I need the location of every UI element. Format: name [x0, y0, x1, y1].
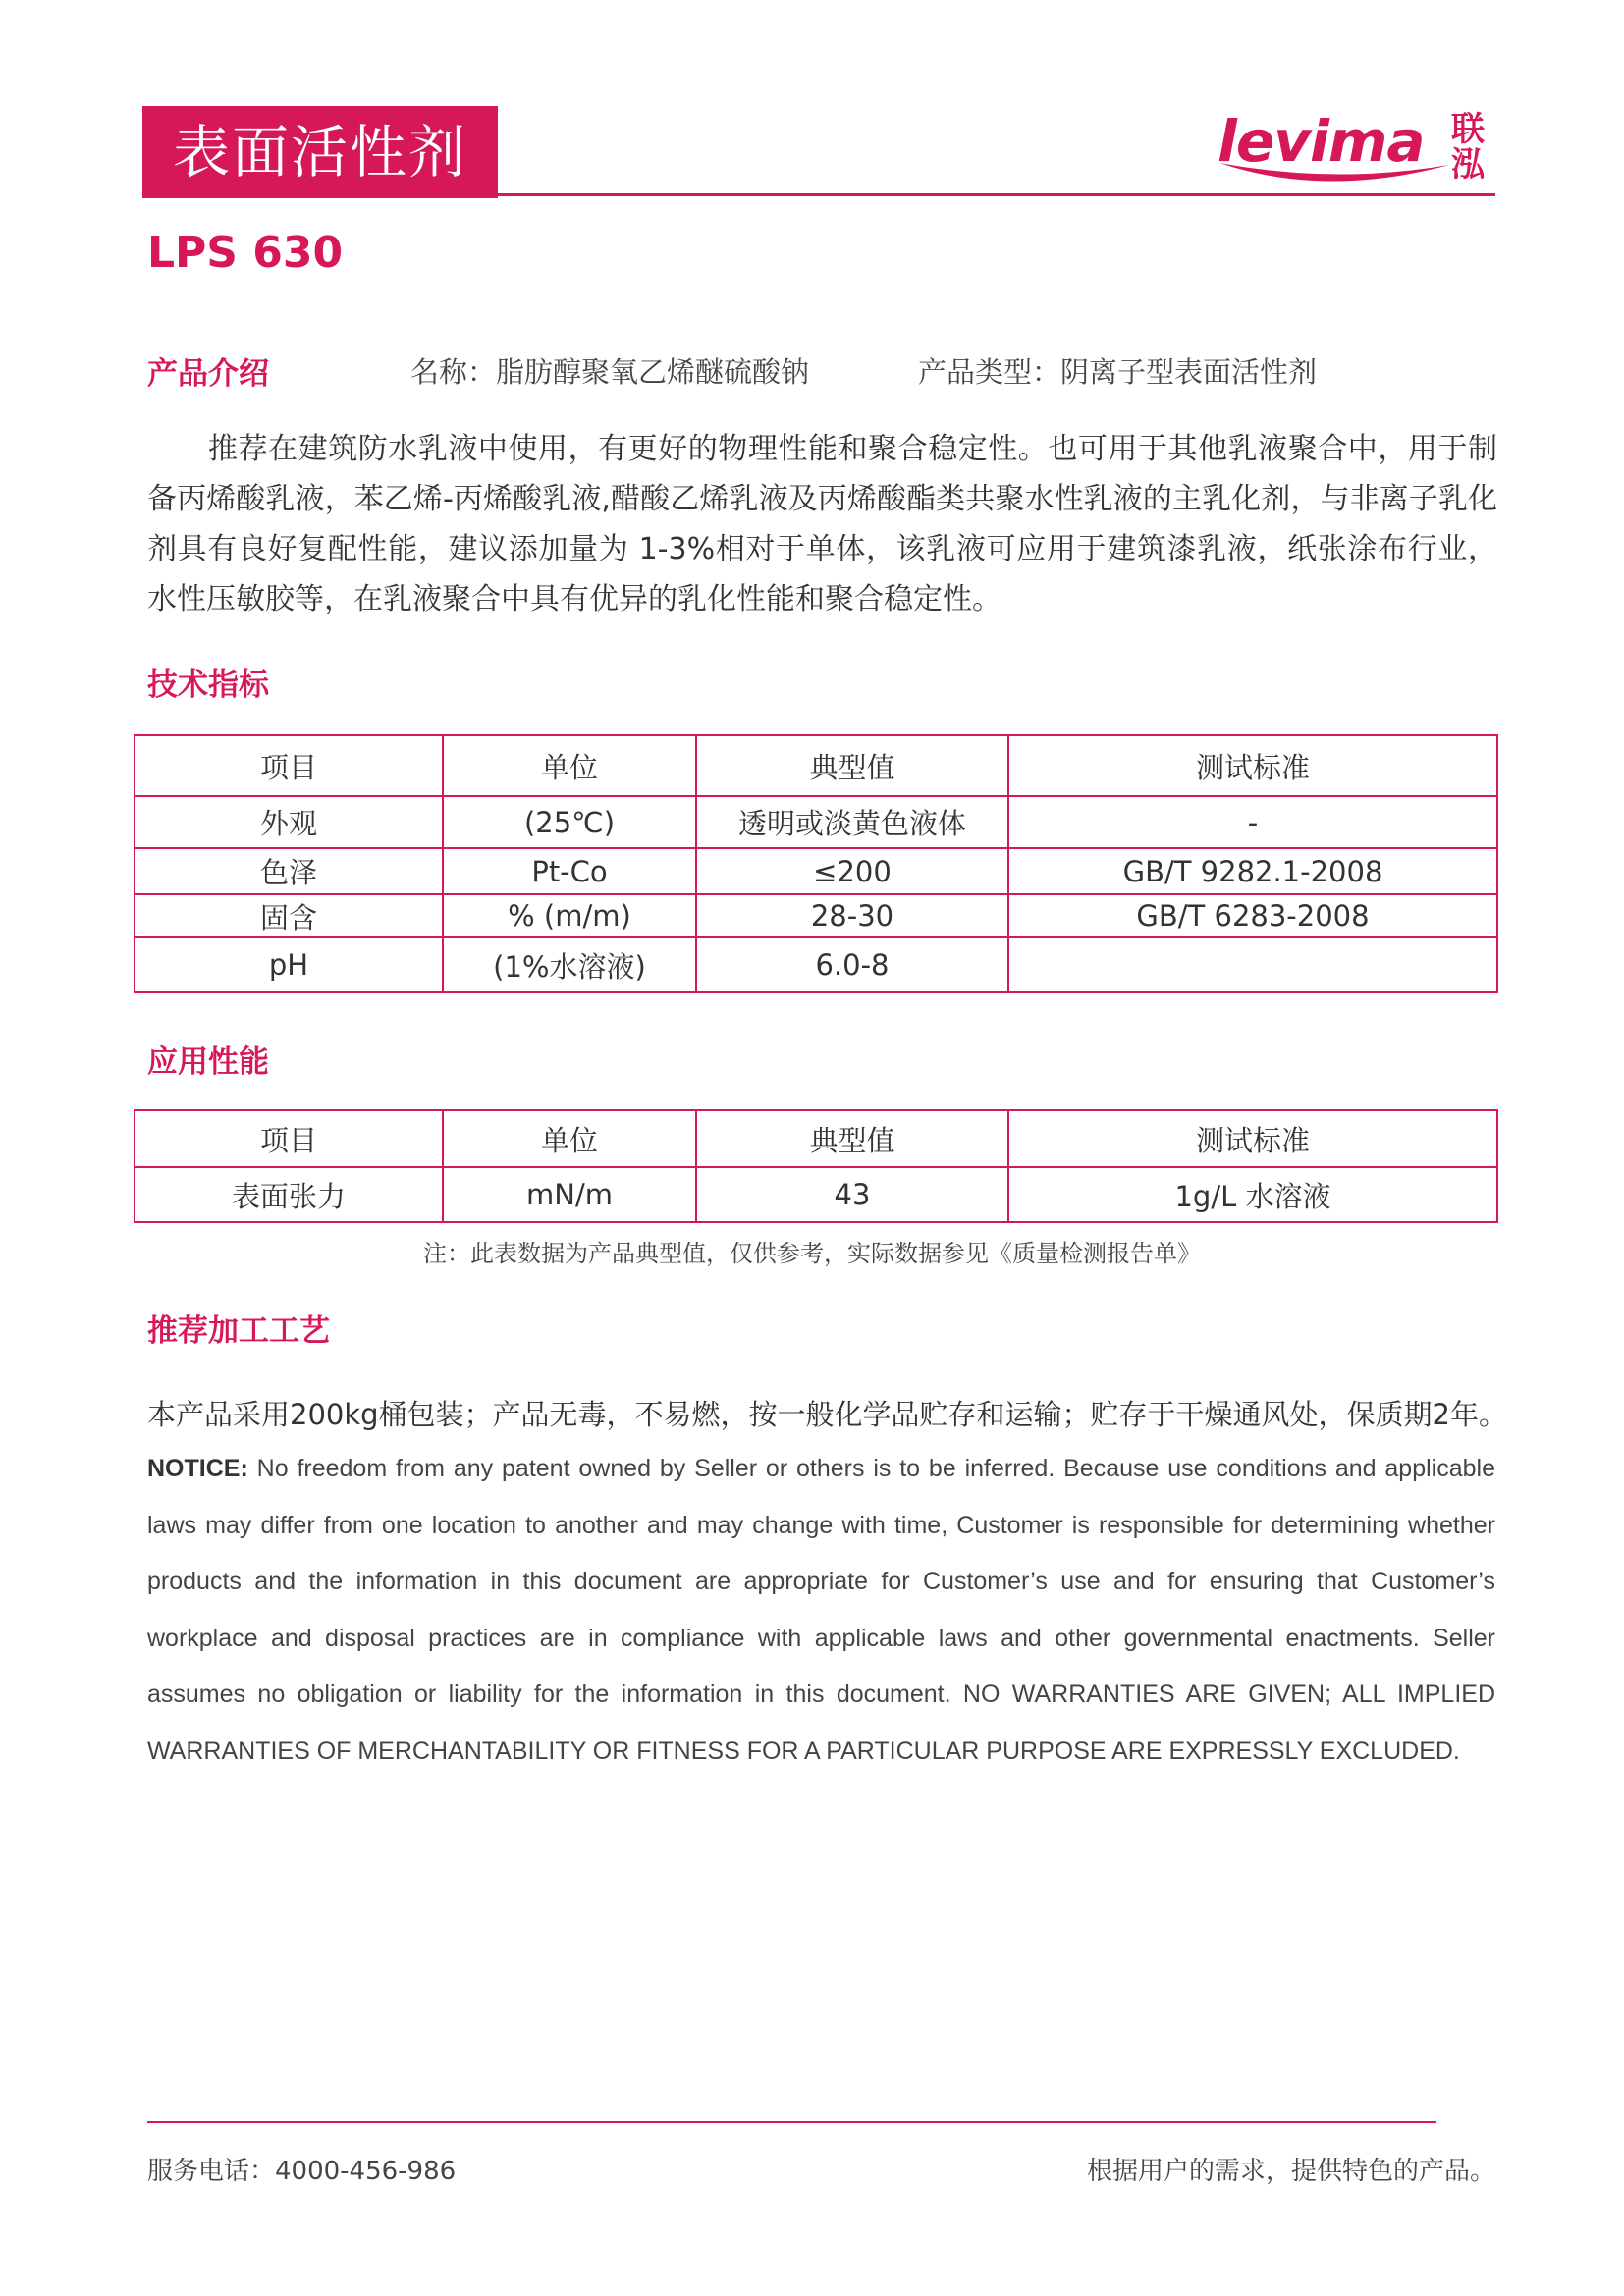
- table-cell: % (m/m): [443, 894, 696, 937]
- category-banner: 表面活性剂: [142, 106, 498, 198]
- table-cell: pH: [135, 937, 443, 992]
- table-cell: mN/m: [443, 1167, 696, 1222]
- table-cell: GB/T 9282.1-2008: [1008, 848, 1497, 894]
- footer-slogan: 根据用户的需求，提供特色的产品。: [1086, 2157, 1495, 2186]
- table-cell: GB/T 6283-2008: [1008, 894, 1497, 937]
- table-cell: [1008, 937, 1497, 992]
- table-cell: Pt-Co: [443, 848, 696, 894]
- product-name: 名称：脂肪醇聚氧乙烯醚硫酸钠: [410, 355, 810, 389]
- product-type: 产品类型：阴离子型表面活性剂: [918, 355, 1318, 389]
- section-title-processing: 推荐加工工艺: [147, 1313, 330, 1349]
- table-header-cell: 典型值: [696, 1110, 1008, 1167]
- table-header-cell: 项目: [135, 735, 443, 796]
- table-cell: 28-30: [696, 894, 1008, 937]
- performance-table: [134, 1109, 1498, 1223]
- logo-chinese: 联泓: [1451, 110, 1485, 185]
- logo-wordmark: levima: [1218, 108, 1425, 175]
- section-title-specs: 技术指标: [147, 667, 269, 703]
- service-phone: 服务电话：4000-456-986: [147, 2157, 457, 2186]
- table-header-cell: 测试标准: [1008, 735, 1497, 796]
- levima-logo: [1218, 106, 1497, 194]
- table-row: [135, 796, 1497, 848]
- table-cell: 固含: [135, 894, 443, 937]
- table-cell: 透明或淡黄色液体: [696, 796, 1008, 848]
- table-cell: 表面张力: [135, 1167, 443, 1222]
- table-cell: (1%水溶液): [443, 937, 696, 992]
- footer-divider: [147, 2121, 1436, 2123]
- table-header-cell: 测试标准: [1008, 1110, 1497, 1167]
- table-header-cell: 单位: [443, 735, 696, 796]
- table-cell: 色泽: [135, 848, 443, 894]
- table-cell: (25℃): [443, 796, 696, 848]
- table-row: [135, 894, 1497, 937]
- table-row: [135, 1167, 1497, 1222]
- intro-paragraph: 推荐在建筑防水乳液中使用，有更好的物理性能和聚合稳定性。也可用于其他乳液聚合中，用于制备丙烯酸乳液，苯乙烯-丙烯酸乳液,醋酸乙烯乳液及丙烯酸酯类共聚水性乳液的主乳化剂，与非离子乳化剂具有良好复配性能，建议添加量为 1-3%相对于单体，该乳液可应用于建筑漆乳液，纸张涂布行业，水性压敏胶等，在乳液聚合中具有优异的乳化性能和聚合稳定性。: [147, 432, 1497, 616]
- table-header-row: [135, 735, 1497, 796]
- table-header-cell: 典型值: [696, 735, 1008, 796]
- notice-text: No freedom from any patent owned by Seller or others is to be inferred. Because use conditions and applicable laws may differ from one location to another and may change with time, Customer is responsible for determining whether products and the information in this document are appropriate for Customer’s use and for ensuring that Customer’s workplace and disposal practices are in compliance with applicable laws and other governmental enactments. Seller assumes no obligation or liability for the information in this document. NO WARRANTIES ARE GIVEN; ALL IMPLIED WARRANTIES OF MERCHANTABILITY OR FITNESS FOR A PARTICULAR PURPOSE ARE EXPRESSLY EXCLUDED.: [147, 1455, 1495, 1765]
- section-title-performance: 应用性能: [147, 1044, 269, 1080]
- packaging-text: 本产品采用200kg桶包装；产品无毒，不易燃，按一般化学品贮存和运输；贮存于干燥通风处，保质期2年。: [147, 1398, 1508, 1431]
- table-cell: 外观: [135, 796, 443, 848]
- table-cell: 43: [696, 1167, 1008, 1222]
- table-cell: 1g/L 水溶液: [1008, 1167, 1497, 1222]
- table-row: [135, 937, 1497, 992]
- section-title-intro: 产品介绍: [147, 356, 269, 392]
- legal-notice: [147, 1441, 1495, 1780]
- product-code: LPS 630: [147, 228, 344, 278]
- table-footnote: 注：此表数据为产品典型值，仅供参考，实际数据参见《质量检测报告单》: [423, 1240, 1201, 1267]
- notice-label: NOTICE:: [147, 1455, 248, 1482]
- table-header-cell: 项目: [135, 1110, 443, 1167]
- table-cell: -: [1008, 796, 1497, 848]
- logo-swoosh-icon: [1218, 155, 1453, 194]
- table-row: [135, 848, 1497, 894]
- tech-spec-table: [134, 734, 1498, 993]
- table-header-cell: 单位: [443, 1110, 696, 1167]
- table-cell: 6.0-8: [696, 937, 1008, 992]
- table-header-row: [135, 1110, 1497, 1167]
- table-cell: ≤200: [696, 848, 1008, 894]
